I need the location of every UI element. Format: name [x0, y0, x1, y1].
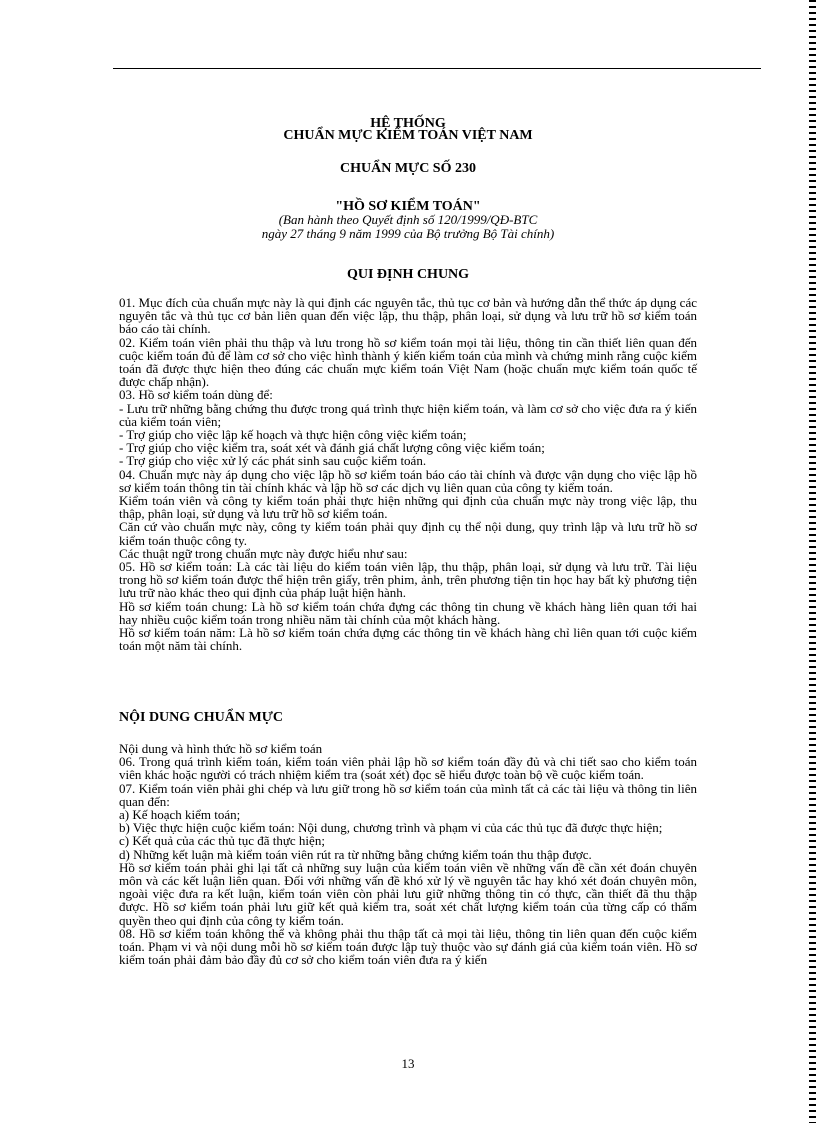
paragraph: Hồ sơ kiểm toán phải ghi lại tất cả những suy luận của kiểm toán viên về những vấn đề cần xét đoán chuyên môn và các kết luận liên quan. Đối với những vấn đề khó xử lý về nguyên tắc hay khó xét đoán chuyên môn, ngoài việc đưa ra kết luận, kiểm toán viên còn phải lưu giữ những thông tin có thực, cần thiết đã thu thập được. Hồ sơ kiểm toán phải lưu giữ kết quả kiểm tra, soát xét chất lượng kiểm toán của từng cấp có thẩm quyền theo qui định của công ty kiểm toán.: [119, 859, 697, 928]
section-title-content: NỘI DUNG CHUẨN MỰC: [119, 710, 283, 725]
paragraph: Hồ sơ kiểm toán chung: Là hồ sơ kiểm toán chứa đựng các thông tin chung về khách hàng liên quan tới hai hay nhiều cuộc kiểm toán trong nhiều năm tài chính của một khách hàng.: [119, 598, 697, 627]
section-general-body: [119, 296, 697, 652]
scan-edge: [809, 0, 816, 1123]
paragraph: 08. Hồ sơ kiểm toán không thể và không phải thu thập tất cả mọi tài liệu, thông tin liên quan đến cuộc kiểm toán. Phạm vi và nội dung mỗi hồ sơ kiểm toán được lập tuỳ thuộc vào sự đánh giá của kiểm toán viên. Hồ sơ kiểm toán phải đảm bảo đầy đủ cơ sở cho kiểm toán viên đưa ra ý kiến: [119, 925, 697, 968]
paragraph: 06. Trong quá trình kiểm toán, kiểm toán viên phải lập hồ sơ kiểm toán đầy đủ và chi tiết sao cho kiểm toán viên khác hoặc người có trách nhiệm kiểm tra (soát xét) đọc sẽ hiểu được toàn bộ về cuộc kiểm toán.: [119, 754, 697, 783]
paragraph: - Trợ giúp cho việc xử lý các phát sinh sau cuộc kiểm toán.: [119, 453, 427, 469]
paragraph: 05. Hồ sơ kiểm toán: Là các tài liệu do kiểm toán viên lập, thu thập, phân loại, sử dụng và lưu trữ. Tài liệu trong hồ sơ kiểm toán được thể hiện trên giấy, trên phim, ảnh, trên phương tiện tin học hay bất kỳ phương tiện lưu trữ nào khác theo qui định của pháp luật hiện hành.: [119, 559, 697, 601]
issuance-line-2: ngày 27 tháng 9 năm 1999 của Bộ trưởng Bộ Tài chính): [261, 226, 555, 241]
paragraph: 04. Chuẩn mực này áp dụng cho việc lập hồ sơ kiểm toán báo cáo tài chính và được vận dụng cho việc lập hồ sơ kiểm toán thông tin tài chính khác và lập hồ sơ các dịch vụ liên quan của công ty kiểm toán.: [119, 466, 697, 495]
paragraph: Kiểm toán viên và công ty kiểm toán phải thực hiện những qui định của chuẩn mực này trong việc lập, thu thập, phân loại, sử dụng và lưu trữ hồ sơ kiểm toán.: [119, 493, 697, 522]
paragraph: Các thuật ngữ trong chuẩn mực này được hiểu như sau:: [119, 545, 408, 561]
paragraph: 03. Hồ sơ kiểm toán dùng để:: [119, 387, 273, 403]
paragraph: a) Kế hoạch kiểm toán;: [119, 807, 241, 823]
paragraph: - Lưu trữ những bằng chứng thu được trong quá trình thực hiện kiểm toán, và làm cơ sở cho việc đưa ra ý kiến của kiểm toán viên;: [119, 400, 697, 429]
standard-name: "HỒ SƠ KIỂM TOÁN": [335, 199, 481, 214]
paragraph: Hồ sơ kiểm toán năm: Là hồ sơ kiểm toán chứa đựng các thông tin về khách hàng chỉ liên quan tới cuộc kiểm toán một năm tài chính.: [119, 625, 697, 654]
paragraph: c) Kết quả của các thủ tục đã thực hiện;: [119, 833, 325, 849]
issuance-line-1: (Ban hành theo Quyết định số 120/1999/QĐ-BTC: [278, 212, 538, 227]
top-rule: [113, 68, 761, 69]
standard-number: CHUẨN MỰC SỐ 230: [340, 161, 476, 176]
paragraph: 07. Kiểm toán viên phải ghi chép và lưu giữ trong hồ sơ kiểm toán của mình tất cả các tài liệu và thông tin liên quan đến:: [119, 780, 697, 809]
system-heading: HỆ THỐNG: [370, 116, 446, 131]
paragraph: - Trợ giúp cho việc lập kế hoạch và thực hiện công việc kiểm toán;: [119, 427, 467, 443]
paragraph: Căn cứ vào chuẩn mực này, công ty kiểm toán phải quy định cụ thể nội dung, quy trình lập và lưu trữ hồ sơ kiểm toán thuộc công ty.: [119, 519, 697, 548]
paragraph: Nội dung và hình thức hồ sơ kiểm toán: [119, 741, 323, 756]
paragraph: d) Những kết luận mà kiểm toán viên rút ra từ những bằng chứng kiểm toán thu thập được.: [119, 846, 592, 862]
document-title: CHUẨN MỰC KIỂM TOÁN VIỆT NAM: [283, 128, 533, 143]
page-number: 13: [401, 1056, 415, 1071]
paragraph: - Trợ giúp cho việc kiểm tra, soát xét và đánh giá chất lượng công việc kiểm toán;: [119, 440, 545, 456]
section-content-body: [119, 742, 697, 966]
paragraph: b) Việc thực hiện cuộc kiểm toán: Nội dung, chương trình và phạm vi của các thủ tục đã được thực hiện;: [119, 820, 663, 836]
paragraph: 01. Mục đích của chuẩn mực này là qui định các nguyên tắc, thủ tục cơ bản và hướng dẫn thể thức áp dụng các nguyên tắc và thủ tục cơ bản liên quan đến việc lập, thu thập, phân loại, sử dụng và lưu trữ hồ sơ kiểm toán báo cáo tài chính.: [119, 295, 697, 337]
section-title-general: QUI ĐỊNH CHUNG: [346, 267, 470, 282]
paragraph: 02. Kiểm toán viên phải thu thập và lưu trong hồ sơ kiểm toán mọi tài liệu, thông tin cần thiết liên quan đến cuộc kiểm toán đủ để làm cơ sở cho việc hình thành ý kiến kiểm toán của mình và chứng minh rằng cuộc kiểm toán đã được thực hiện theo đúng các chuẩn mực kiểm toán Việt Nam (hoặc chuẩn mực kiểm toán quốc tế được chấp nhận).: [119, 334, 697, 390]
